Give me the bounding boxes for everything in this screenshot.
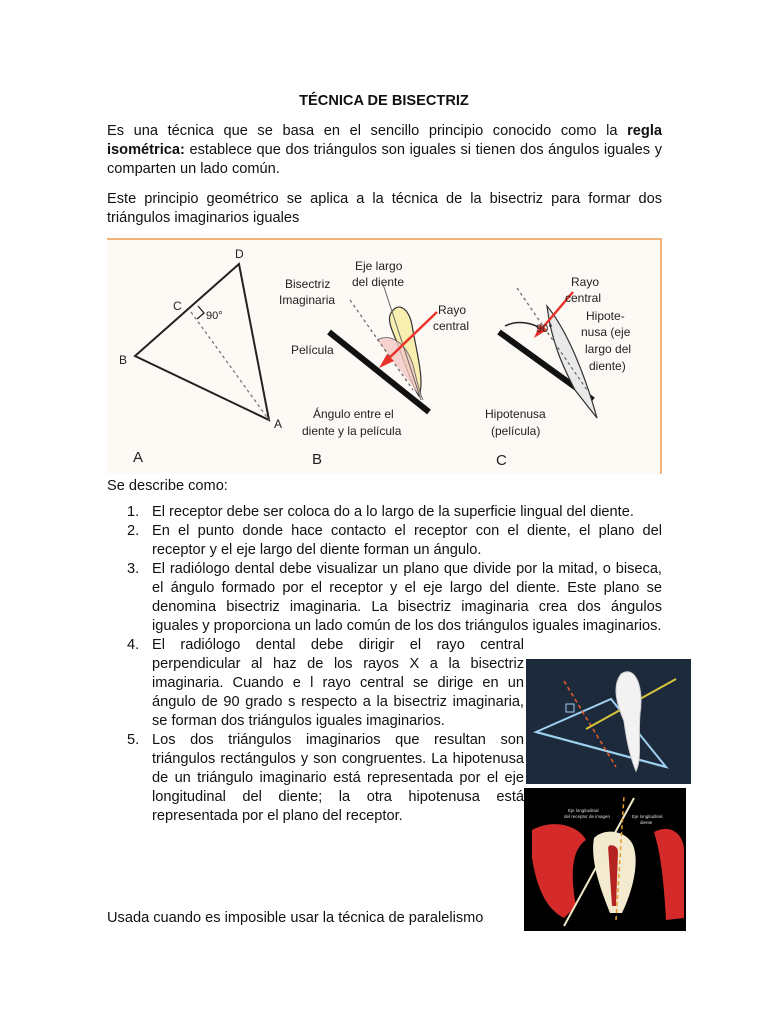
intro-text-start: Es una técnica que se basa en el sencillo principio conocido como la [107, 123, 628, 139]
step-text: El receptor debe ser coloca do a lo largo de la superficie lingual del diente. [152, 504, 634, 520]
bisector-figure [107, 238, 662, 474]
panel-a-letter: A [133, 449, 144, 466]
step-number: 5. [127, 732, 140, 748]
panel-a [119, 247, 282, 466]
tooth-3d-illustration [526, 659, 691, 784]
angulo-label-2: diente y la película [302, 424, 402, 438]
angle-90-label-c: 90° [536, 323, 553, 335]
tooth-axis-label-1: Eje longitudinal [632, 814, 663, 819]
bisectriz-label-2: Imaginaria [279, 293, 336, 307]
tooth-section-illustration [524, 788, 686, 931]
principle-paragraph: Este principio geométrico se aplica a la técnica de la bisectriz para formar dos triángulos imaginarios iguales [107, 191, 662, 226]
panel-b [279, 259, 469, 468]
panel-c [485, 275, 631, 469]
step-text: El radiólogo dental debe dirigir el rayo central perpendicular al haz de los rayos X a la bisectriz imaginaria. Cuando e l rayo central se dirige en un ángulo de 90 grado s respecto a la bisectriz imaginaria, se forman dos triángulos iguales imaginarios. [152, 637, 524, 729]
tooth-cross-section-image [524, 788, 686, 931]
tooth-axis-label-2: diente [640, 820, 653, 825]
closing-text: Usada cuando es imposible usar la técnica de paralelismo [107, 910, 484, 926]
hipotenusa-eje-3: largo del [585, 342, 632, 356]
hipotenusa-eje-2: nusa (eje [581, 325, 631, 339]
receptor-axis-label-1: Eje longitudinal [568, 808, 599, 813]
rayo-c-label-2: central [565, 291, 602, 305]
rayo-label-2: central [433, 319, 470, 333]
receptor-axis-label-2: del receptor de imagen [564, 814, 611, 819]
panel-c-letter: C [496, 452, 507, 469]
step-number: 4. [127, 637, 140, 653]
intro-bold-term: regla isométrica: [107, 123, 662, 158]
page-title: TÉCNICA DE BISECTRIZ [299, 93, 469, 109]
intro-text-end: establece que dos triángulos son iguales si tienen dos ángulos iguales y comparten un lado común. [107, 142, 662, 177]
vertex-a-label: A [274, 417, 283, 431]
vertex-d-label: D [235, 247, 244, 261]
step-text: En el punto donde hace contacto el receptor con el diente, el plano del receptor y el eje largo del diente forman un ángulo. [152, 523, 662, 558]
step-text: Los dos triángulos imaginarios que resultan son triángulos rectángulos y son congruentes. La hipotenusa de un triángulo imaginario está representada por el eje longitudinal del diente; la otra hipotenusa está representada por el plano del receptor. [152, 732, 524, 824]
eje-largo-label-2: del diente [352, 275, 405, 289]
list-item [107, 560, 662, 636]
vertex-c-label: C [173, 299, 182, 313]
hipotenusa-pel-2: (película) [491, 424, 541, 438]
angle-90-label: 90° [206, 310, 223, 322]
pelicula-label: Película [291, 343, 334, 357]
step-number: 2. [127, 523, 140, 539]
hipotenusa-eje-4: diente) [589, 359, 626, 373]
intro-paragraph [107, 122, 662, 179]
bisectriz-label-1: Bisectriz [285, 277, 331, 291]
list-item [107, 503, 662, 522]
hipotenusa-eje-1: Hipote- [586, 309, 625, 323]
list-item [107, 731, 524, 826]
describe-heading: Se describe como: [107, 478, 228, 494]
step-number: 3. [127, 561, 140, 577]
rayo-label-1: Rayo [438, 303, 467, 317]
vertex-b-label: B [119, 353, 128, 367]
list-item [107, 522, 662, 560]
bisector-diagram [107, 240, 660, 474]
list-item [107, 636, 524, 731]
eje-largo-label-1: Eje largo [355, 259, 403, 273]
hipotenusa-pel-1: Hipotenusa [485, 407, 546, 421]
panel-b-letter: B [312, 451, 323, 468]
rayo-c-label-1: Rayo [571, 275, 600, 289]
step-text: El radiólogo dental debe visualizar un plano que divide por la mitad, o biseca, el ángulo formado por el receptor y el eje largo del diente. Este plano se denomina bisectriz imaginaria. La bisectriz imaginaria crea dos ángulos iguales y proporciona un lado común de los dos triángulos iguales imaginarios. [152, 561, 662, 634]
angulo-label-1: Ángulo entre el [313, 407, 394, 421]
step-number: 1. [127, 504, 140, 520]
tooth-bisector-image [526, 659, 691, 784]
